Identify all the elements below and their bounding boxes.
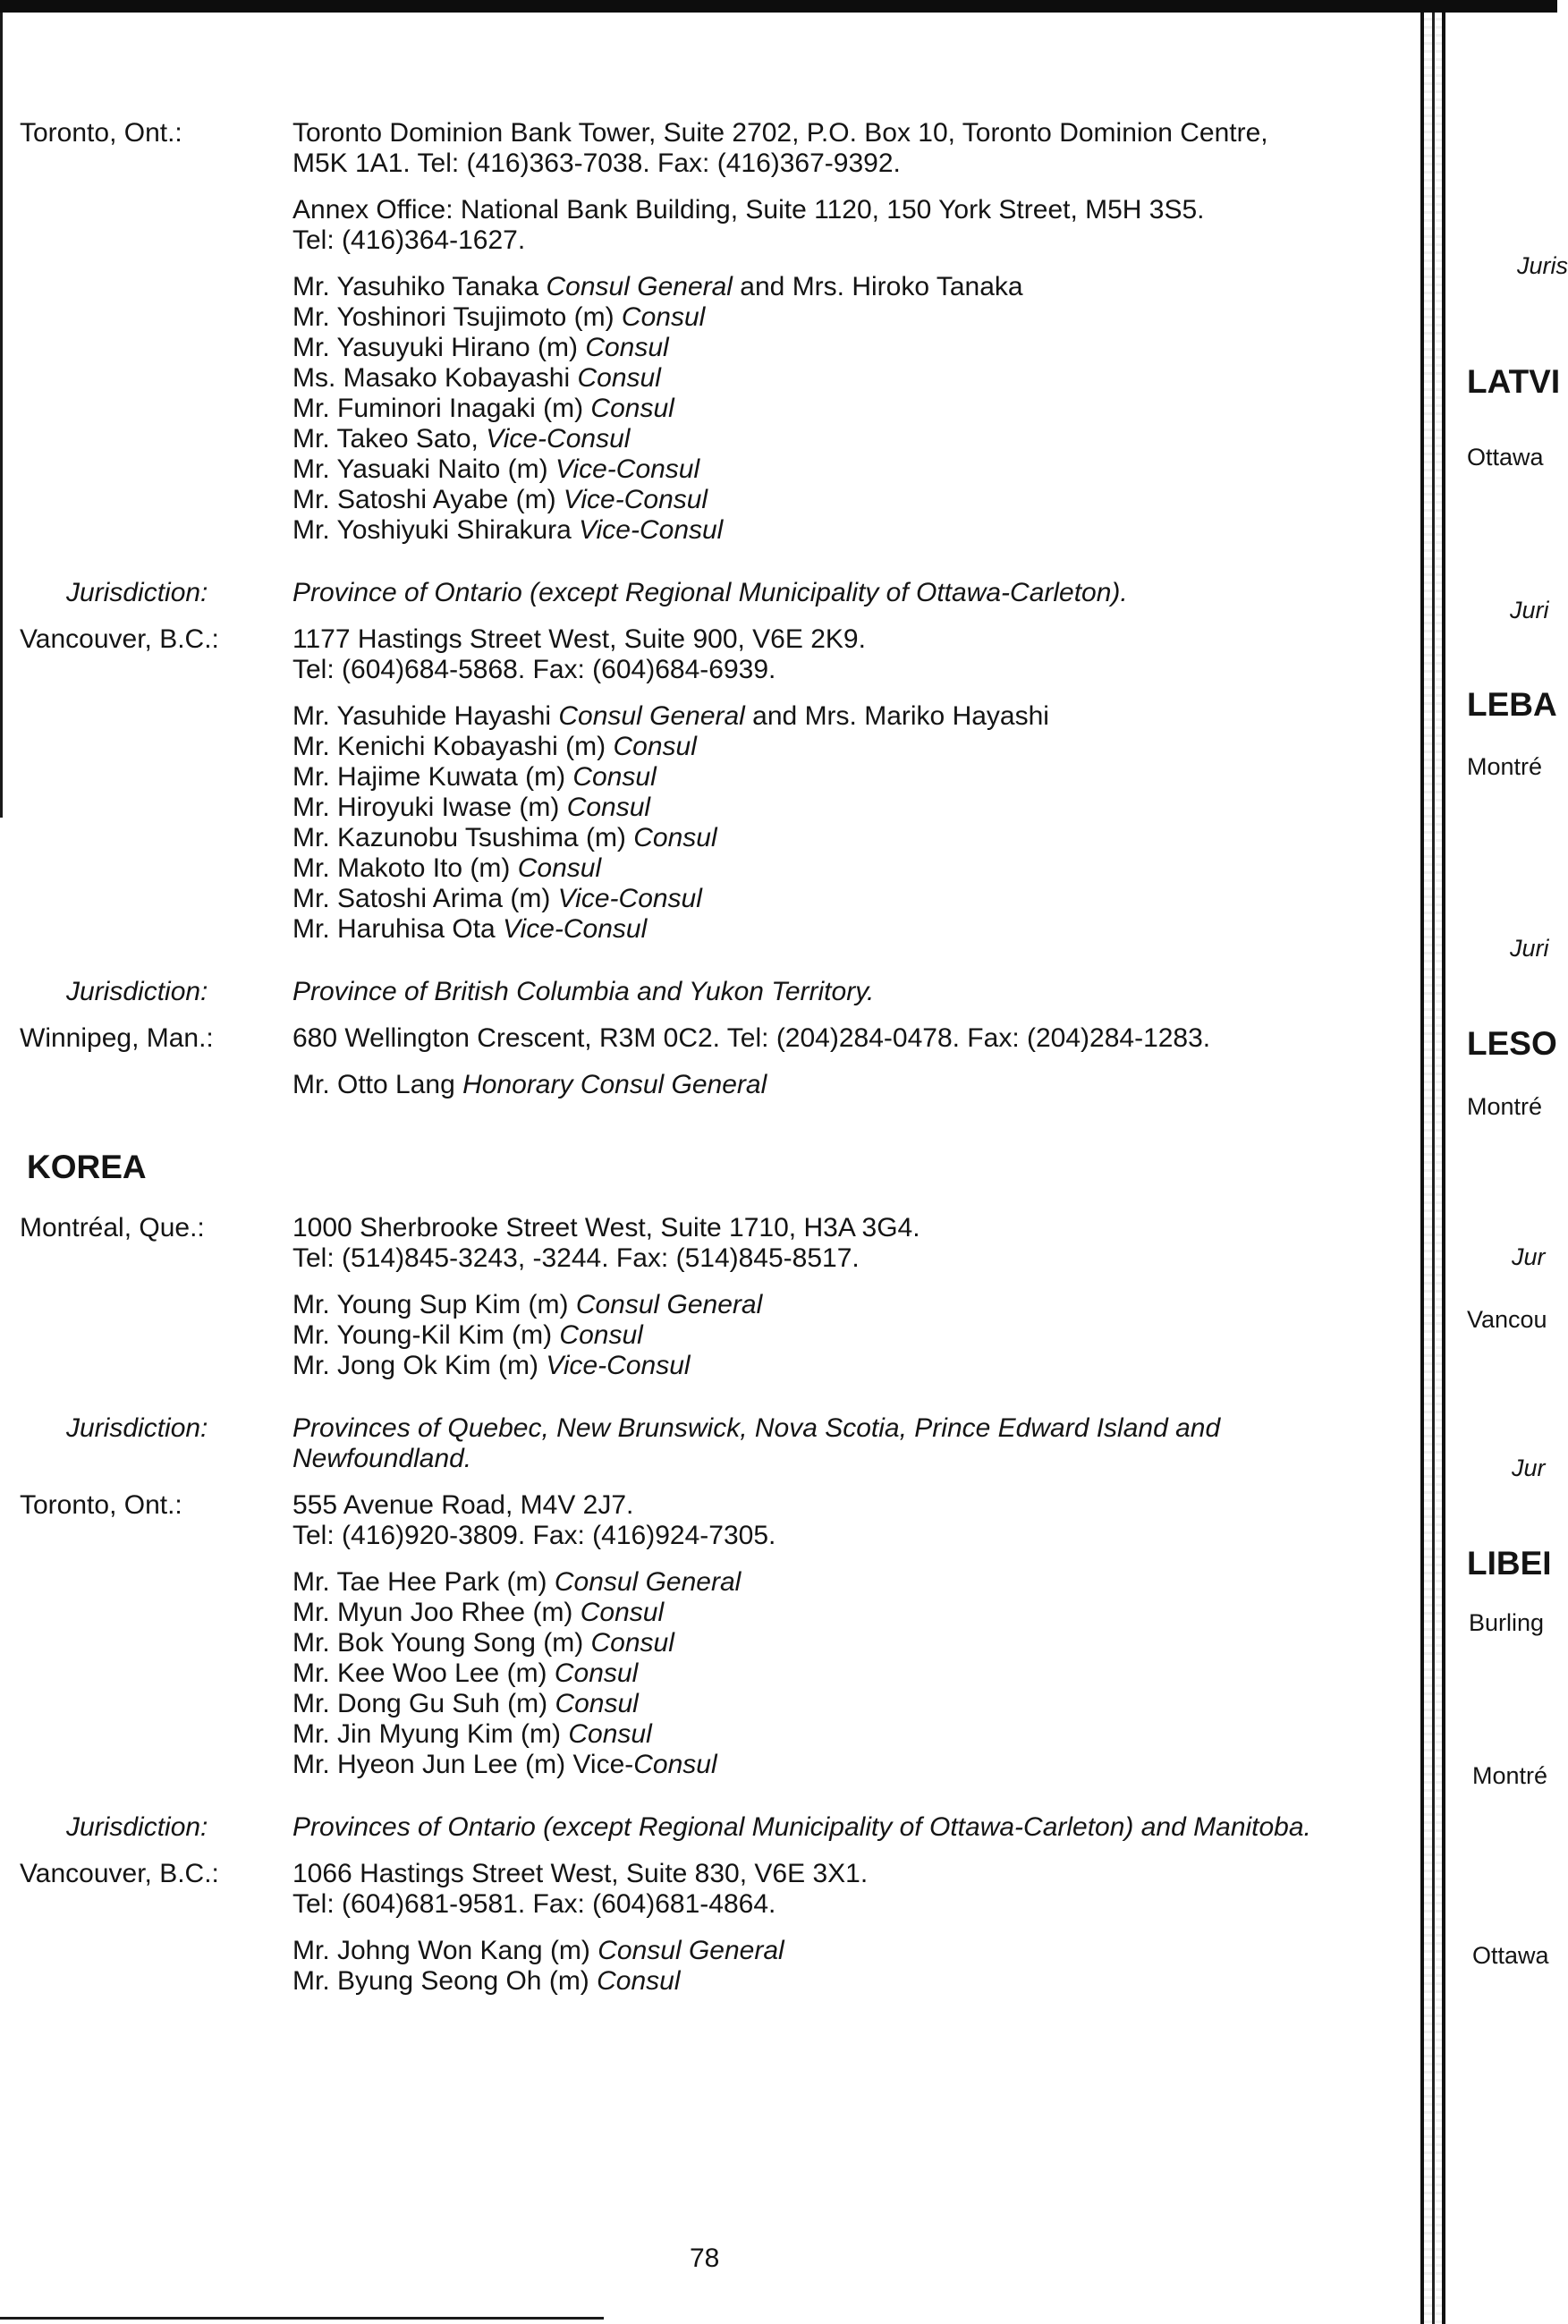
officer-line [292, 424, 1397, 454]
officer-line [292, 1750, 1397, 1780]
entry-body [292, 1213, 1397, 1397]
officer-name: Mr. Dong Gu Suh (m) [292, 1689, 555, 1718]
officer-name: Mr. Yoshiyuki Shirakura [292, 515, 580, 545]
entry-location: Vancouver, B.C.: [20, 624, 219, 654]
jurisdiction-text: Provinces of Quebec, New Brunswick, Nova Scotia, Prince Edward Island and Newfoundland. [292, 1413, 1221, 1473]
officer-title: Vice-Consul [486, 424, 631, 454]
officer-name: Mr. Otto Lang [292, 1070, 463, 1099]
adjacent-page-fragment: Montré [1472, 1762, 1548, 1789]
address-paragraph: Annex Office: National Bank Building, Suite 1120, 150 York Street, M5H 3S5. Tel: (416)364-1627. [292, 195, 1205, 255]
officer-name: Mr. Yasuhiko Tanaka [292, 272, 547, 301]
officer-name: Mr. Satoshi Ayabe (m) [292, 485, 564, 514]
officer-list [292, 701, 1397, 945]
adjacent-page-fragment: Jur [1512, 1455, 1546, 1481]
jurisdiction-label: Jurisdiction: [66, 1812, 208, 1842]
officer-title: Consul [633, 1750, 717, 1779]
adjacent-page-fragment: Juri [1510, 597, 1549, 623]
adjacent-page-fragment: Vancou [1467, 1306, 1547, 1333]
country-heading: KOREA [27, 1149, 147, 1185]
officer-name: Mr. Yoshinori Tsujimoto (m) [292, 302, 622, 332]
country-section [20, 118, 1397, 1116]
officer-line [292, 732, 1397, 762]
address-paragraph: Toronto Dominion Bank Tower, Suite 2702, P.O. Box 10, Toronto Dominion Centre, M5K 1A1. Tel: (416)363-7038. Fax: (416)367-9392. [292, 118, 1268, 178]
officer-name: Mr. Kazunobu Tsushima (m) [292, 823, 634, 852]
officer-line [292, 1567, 1397, 1598]
officer-title: Consul [580, 1598, 665, 1627]
jurisdiction-label: Jurisdiction: [66, 977, 208, 1006]
officer-title: Consul [559, 1320, 643, 1350]
adjacent-page-fragment: LATVI [1467, 363, 1561, 400]
adjacent-page-fragment: Ottawa [1472, 1942, 1549, 1969]
officer-title: Consul [590, 394, 674, 423]
officer-title: Vice-Consul [546, 1351, 691, 1380]
officer-list [292, 1567, 1397, 1780]
officer-line [292, 823, 1397, 853]
officer-line [292, 1598, 1397, 1628]
jurisdiction-text: Province of British Columbia and Yukon Territory. [292, 977, 875, 1006]
officer-title: Consul [568, 1719, 652, 1749]
consulate-entry [20, 1859, 1397, 2013]
officer-line [292, 515, 1397, 546]
entry-body [292, 1023, 1397, 1116]
officer-line [292, 1628, 1397, 1658]
officer-line [292, 1936, 1397, 1966]
adjacent-page-strip [1445, 13, 1568, 2324]
officer-name: Mr. Byung Seong Oh (m) [292, 1966, 598, 1996]
jurisdiction-row [20, 1812, 1397, 1843]
officer-title: Consul [585, 333, 669, 362]
officer-name: Mr. Kee Woo Lee (m) [292, 1658, 555, 1688]
officer-name: Mr. Makoto Ito (m) [292, 853, 518, 883]
officer-name: Mr. Takeo Sato, [292, 424, 487, 454]
officer-list [292, 1936, 1397, 1997]
consulate-entry [20, 624, 1397, 961]
officer-line [292, 1290, 1397, 1320]
officer-line [292, 1966, 1397, 1997]
adjacent-page-fragment: Ottawa [1467, 444, 1544, 471]
consulate-entry [20, 1213, 1397, 1397]
officer-line [292, 1320, 1397, 1351]
officer-name: Mr. Young-Kil Kim (m) [292, 1320, 560, 1350]
officer-title: Consul [517, 853, 602, 883]
officer-name: Mr. Hyeon Jun Lee (m) Vice- [292, 1750, 634, 1779]
entry-body [292, 1490, 1397, 1796]
officer-line [292, 914, 1397, 945]
entry-location: Toronto, Ont.: [20, 118, 182, 148]
address-paragraph: 1177 Hastings Street West, Suite 900, V6E 2K9. Tel: (604)684-5868. Fax: (604)684-6939. [292, 624, 866, 684]
address-paragraph: 1066 Hastings Street West, Suite 830, V6E 3X1. Tel: (604)681-9581. Fax: (604)681-4864. [292, 1859, 869, 1919]
officer-line [292, 302, 1397, 333]
officer-line [292, 793, 1397, 823]
left-margin-rule [0, 13, 3, 818]
officer-name: Mr. Jin Myung Kim (m) [292, 1719, 569, 1749]
adjacent-page-fragment: Juris [1517, 252, 1568, 279]
officer-line [292, 272, 1397, 302]
page-number: 78 [690, 2243, 720, 2273]
adjacent-page-fragment: Montré [1467, 753, 1543, 780]
adjacent-page-fragment: Juri [1510, 935, 1549, 962]
officer-title: Consul [566, 793, 651, 822]
officer-title: Vice-Consul [503, 914, 648, 944]
entry-location: Winnipeg, Man.: [20, 1023, 214, 1053]
consulate-entry [20, 1023, 1397, 1116]
page-binding [1420, 13, 1445, 2324]
entry-location: Montréal, Que.: [20, 1213, 205, 1243]
officer-name: Mr. Jong Ok Kim (m) [292, 1351, 547, 1380]
officer-name: Mr. Yasuyuki Hirano (m) [292, 333, 586, 362]
jurisdiction-label: Jurisdiction: [66, 578, 208, 607]
officer-name: Mr. Hiroyuki Iwase (m) [292, 793, 567, 822]
officer-name: Mr. Satoshi Arima (m) [292, 884, 558, 913]
officer-line [292, 363, 1397, 394]
officer-title: Consul General [575, 1290, 763, 1319]
consulate-entry [20, 1490, 1397, 1796]
jurisdiction-row [20, 977, 1397, 1007]
jurisdiction-text: Provinces of Ontario (except Regional Municipality of Ottawa-Carleton) and Manitoba. [292, 1812, 1311, 1842]
address-paragraph: 1000 Sherbrooke Street West, Suite 1710, H3A 3G4. Tel: (514)845-3243, -3244. Fax: (514)845-8517. [292, 1213, 920, 1273]
entry-body [292, 1859, 1397, 2013]
officer-name: Mr. Haruhisa Ota [292, 914, 504, 944]
entry-location: Vancouver, B.C.: [20, 1859, 219, 1888]
officer-name: Mr. Bok Young Song (m) [292, 1628, 591, 1658]
officer-title: Consul [572, 762, 657, 792]
officer-title: Consul [613, 732, 697, 761]
officer-title: Vice-Consul [557, 884, 702, 913]
adjacent-page-fragment: LIBEI [1467, 1545, 1552, 1582]
address-paragraph: 680 Wellington Crescent, R3M 0C2. Tel: (204)284-0478. Fax: (204)284-1283. [292, 1023, 1211, 1053]
officer-title: Vice-Consul [555, 454, 700, 484]
officer-list [292, 1070, 1397, 1100]
entry-body [292, 118, 1397, 562]
officer-title: Consul General [558, 701, 745, 731]
officer-title: Consul General [554, 1567, 742, 1597]
officer-title: Consul [577, 363, 661, 393]
officer-title: Consul [633, 823, 717, 852]
officer-name: Mr. Johng Won Kang (m) [292, 1936, 598, 1965]
entry-body [292, 624, 1397, 961]
officer-list [292, 272, 1397, 546]
officer-title: Vice-Consul [563, 485, 708, 514]
officer-name: Mr. Yasuaki Naito (m) [292, 454, 555, 484]
officer-suffix: and Mrs. Mariko Hayashi [744, 701, 1049, 731]
officer-line [292, 1070, 1397, 1100]
officer-title: Consul General [598, 1936, 784, 1965]
officer-line [292, 762, 1397, 793]
officer-line [292, 1719, 1397, 1750]
bottom-rule [0, 2317, 604, 2320]
officer-title: Consul [597, 1966, 681, 1996]
officer-title: Consul General [546, 272, 733, 301]
officer-line [292, 701, 1397, 732]
officer-name: Ms. Masako Kobayashi [292, 363, 578, 393]
officer-line [292, 333, 1397, 363]
officer-suffix: and Mrs. Hiroko Tanaka [732, 272, 1023, 301]
officer-title: Consul [590, 1628, 674, 1658]
officer-line [292, 1689, 1397, 1719]
consulate-entry [20, 118, 1397, 562]
entry-location: Toronto, Ont.: [20, 1490, 182, 1520]
adjacent-page-fragment: Montré [1467, 1093, 1543, 1120]
adjacent-page-fragment: LEBA [1467, 686, 1557, 723]
officer-line [292, 853, 1397, 884]
officer-list [292, 1290, 1397, 1381]
officer-name: Mr. Tae Hee Park (m) [292, 1567, 555, 1597]
officer-title: Consul [554, 1658, 639, 1688]
address-paragraph: 555 Avenue Road, M4V 2J7. Tel: (416)920-3809. Fax: (416)924-7305. [292, 1490, 776, 1550]
officer-line [292, 485, 1397, 515]
officer-title: Consul [621, 302, 706, 332]
adjacent-page-fragment: Burling [1469, 1609, 1545, 1636]
officer-line [292, 394, 1397, 424]
officer-title: Vice-Consul [579, 515, 724, 545]
officer-name: Mr. Hajime Kuwata (m) [292, 762, 573, 792]
directory-content [20, 118, 1397, 2029]
adjacent-page-fragment: LESO [1467, 1025, 1557, 1062]
officer-line [292, 1658, 1397, 1689]
top-rule [0, 0, 1557, 13]
officer-name: Mr. Yasuhide Hayashi [292, 701, 559, 731]
jurisdiction-row [20, 578, 1397, 608]
jurisdiction-text: Province of Ontario (except Regional Municipality of Ottawa-Carleton). [292, 578, 1128, 607]
officer-name: Mr. Kenichi Kobayashi (m) [292, 732, 614, 761]
country-section [20, 1149, 1397, 2013]
jurisdiction-row [20, 1413, 1397, 1474]
officer-title: Consul [555, 1689, 639, 1718]
jurisdiction-label: Jurisdiction: [66, 1413, 208, 1443]
officer-name: Mr. Myun Joo Rhee (m) [292, 1598, 581, 1627]
officer-title: Honorary Consul General [462, 1070, 767, 1099]
officer-line [292, 454, 1397, 485]
officer-name: Mr. Young Sup Kim (m) [292, 1290, 576, 1319]
officer-name: Mr. Fuminori Inagaki (m) [292, 394, 591, 423]
officer-line [292, 1351, 1397, 1381]
adjacent-page-fragment: Jur [1512, 1243, 1546, 1270]
officer-line [292, 884, 1397, 914]
